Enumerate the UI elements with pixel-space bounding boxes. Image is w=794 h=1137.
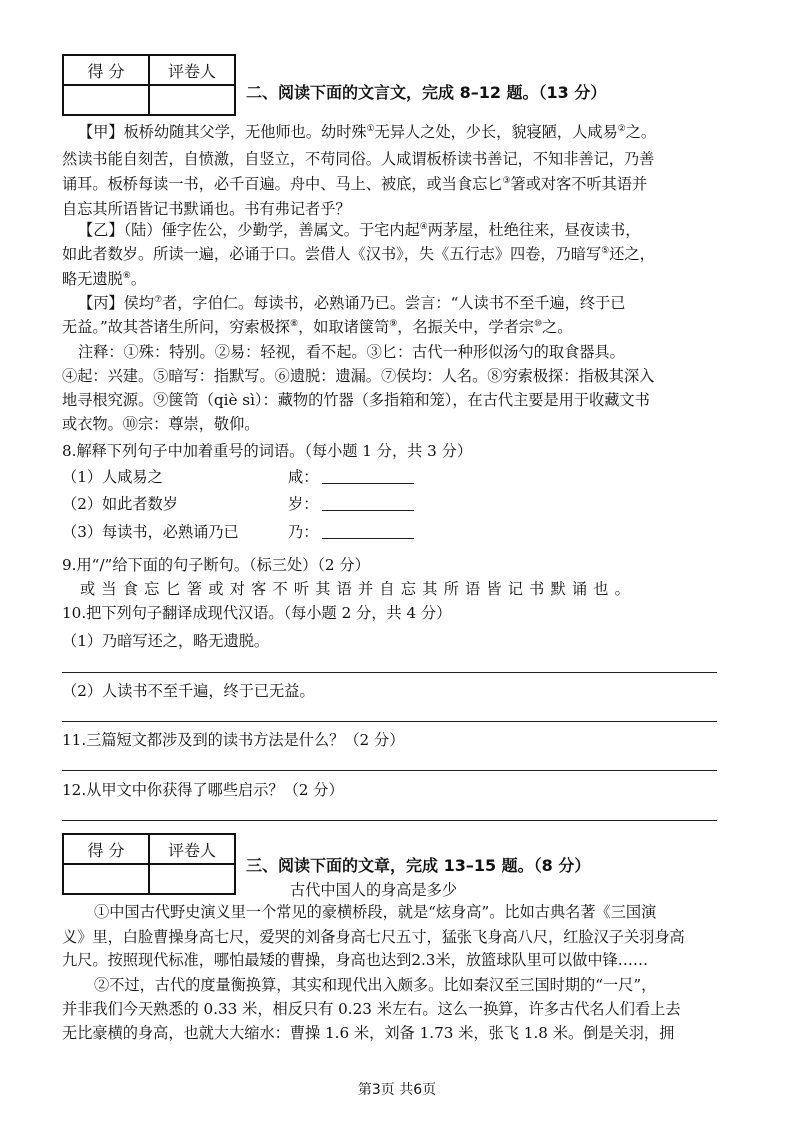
q8-item3: （3）每读书，必熟诵乃已: [62, 523, 239, 541]
passage-yi-line2: 如此者数岁。所读一遍，必诵于口。尝借人《汉书》，失《五行志》四卷，乃暗写⑤还之，: [62, 245, 655, 264]
score-box-section2: [62, 54, 236, 116]
passage-yi-line3: 略无遗脱⑥。: [62, 270, 147, 289]
q8-item1: （1）人咸易之: [62, 468, 163, 486]
grader-cell[interactable]: [149, 85, 235, 115]
q12-stem: 12.从甲文中你获得了哪些启示？（2 分）: [62, 781, 344, 799]
q8-item3-word: 乃：: [288, 521, 414, 542]
q10-item1: （1）乃暗写还之，略无遗脱。: [62, 632, 270, 650]
article-title: 古代中国人的身高是多少: [290, 881, 458, 899]
q8-item2-word: 岁：: [288, 493, 414, 514]
notes-line3: 地寻根究源。⑨箧笥（qiè sì）：藏物的竹器（多指箱和笼），在古代主要是用于收藏文书: [62, 391, 650, 409]
grader-label: 评卷人: [149, 55, 235, 85]
q8-answer1-blank[interactable]: [322, 469, 414, 484]
answer-line[interactable]: [62, 672, 717, 673]
passage-jia-line1: 【甲】板桥幼随其父学，无他师也。幼时殊①无异人之处，少长，貌寝陋，人咸易②之。: [78, 123, 657, 142]
grader-label: 评卷人: [149, 834, 235, 864]
q8-item1-word: 咸：: [288, 466, 414, 487]
q8-answer3-blank[interactable]: [322, 524, 414, 539]
article-para-line1: ①中国古代野史演义里一个常见的豪横桥段，就是“炫身高”。比如古典名著《三国演: [94, 903, 657, 921]
passage-bing-line2: 无益。”故其荅诸生所问，穷索极探⑧，如取诸箧笥⑨，名振关中，学者宗⑩之。: [62, 318, 573, 337]
score-label: 得 分: [63, 834, 149, 864]
notes-line1: 注释：①殊：特别。②易：轻视，看不起。③匕：古代一种形似汤勺的取食器具。: [78, 343, 625, 361]
section3-heading: 三、阅读下面的文章，完成 13–15 题。（8 分）: [246, 856, 591, 875]
q8-answer2-blank[interactable]: [322, 496, 414, 511]
score-label: 得 分: [63, 55, 149, 85]
passage-yi-line1: 【乙】（陆）倕字佐公，少勤学，善属文。于宅内起④两茅屋，杜绝往来，昼夜读书，: [78, 221, 641, 240]
passage-jia-line2: 然读书能自刻苦，自愤激，自竖立，不苟同俗。人咸谓板桥读书善记，不知非善记，乃善: [62, 150, 655, 168]
article-para-line5: 并非我们今天熟悉的 0.33 米，相反只有 0.23 米左右。这么一换算，许多古代名人们看上去: [62, 1000, 681, 1018]
grader-cell[interactable]: [149, 864, 235, 894]
passage-bing-line1: 【丙】侯均⑦者，字伯仁。每读书，必熟诵乃已。尝言：“人读书不至千遍，终于已: [78, 294, 626, 313]
score-cell[interactable]: [63, 864, 149, 894]
passage-jia-line3: 诵耳。板桥每读一书，必千百遍。舟中、马上、被底，或当食忘匕③箸或对客不听其语并: [62, 175, 648, 194]
score-cell[interactable]: [63, 85, 149, 115]
q8-stem: 8.解释下列句子中加着重号的词语。（每小题 1 分，共 3 分）: [62, 442, 473, 460]
q11-stem: 11.三篇短文都涉及到的读书方法是什么？（2 分）: [62, 731, 405, 749]
page-footer: 第3页 共6页: [357, 1082, 437, 1098]
answer-line[interactable]: [62, 820, 717, 821]
answer-line[interactable]: [62, 770, 717, 771]
notes-line2: ④起：兴建。⑤暗写：指默写。⑥遗脱：遗漏。⑦侯均：人名。⑧穷索极探：指极其深入: [62, 367, 655, 385]
article-para-line4: ②不过，古代的度量衡换算，其实和现代出入颇多。比如秦汉至三国时期的“一尺”，: [94, 976, 657, 994]
q10-item2: （2）人读书不至千遍，终于已无益。: [62, 682, 315, 700]
article-para-line6: 无比豪横的身高，也就大大缩水：曹操 1.6 米，刘备 1.73 米，张飞 1.8 米。倒是关羽，拥: [62, 1024, 675, 1042]
article-para-line3: 九尺。按照现代标准，哪怕最矮的曹操，身高也达到2.3米，放篮球队里可以做中锋……: [62, 951, 649, 969]
answer-line[interactable]: [62, 721, 717, 722]
q9-sentence: 或当食忘匕箸或对客不听其语并自忘其所语皆记书默诵也。: [80, 580, 637, 598]
q10-stem: 10.把下列句子翻译成现代汉语。（每小题 2 分，共 4 分）: [62, 604, 452, 622]
section2-heading: 二、阅读下面的文言文，完成 8–12 题。（13 分）: [246, 83, 607, 102]
q9-stem: 9.用“/”给下面的句子断句。（标三处）（2 分）: [62, 556, 370, 574]
article-para-line2: 义》里，白脸曹操身高七尺，爱哭的刘备身高七尺五寸，猛张飞身高八尺，红脸汉子关羽身高: [62, 928, 685, 946]
notes-line4: 或衣物。⑩宗：尊崇，敬仰。: [62, 415, 260, 433]
score-box-section3: [62, 833, 236, 895]
passage-jia-line4: 自忘其所语皆记书默诵也。书有弗记者乎？: [62, 200, 351, 218]
q8-item2: （2）如此者数岁: [62, 495, 178, 513]
